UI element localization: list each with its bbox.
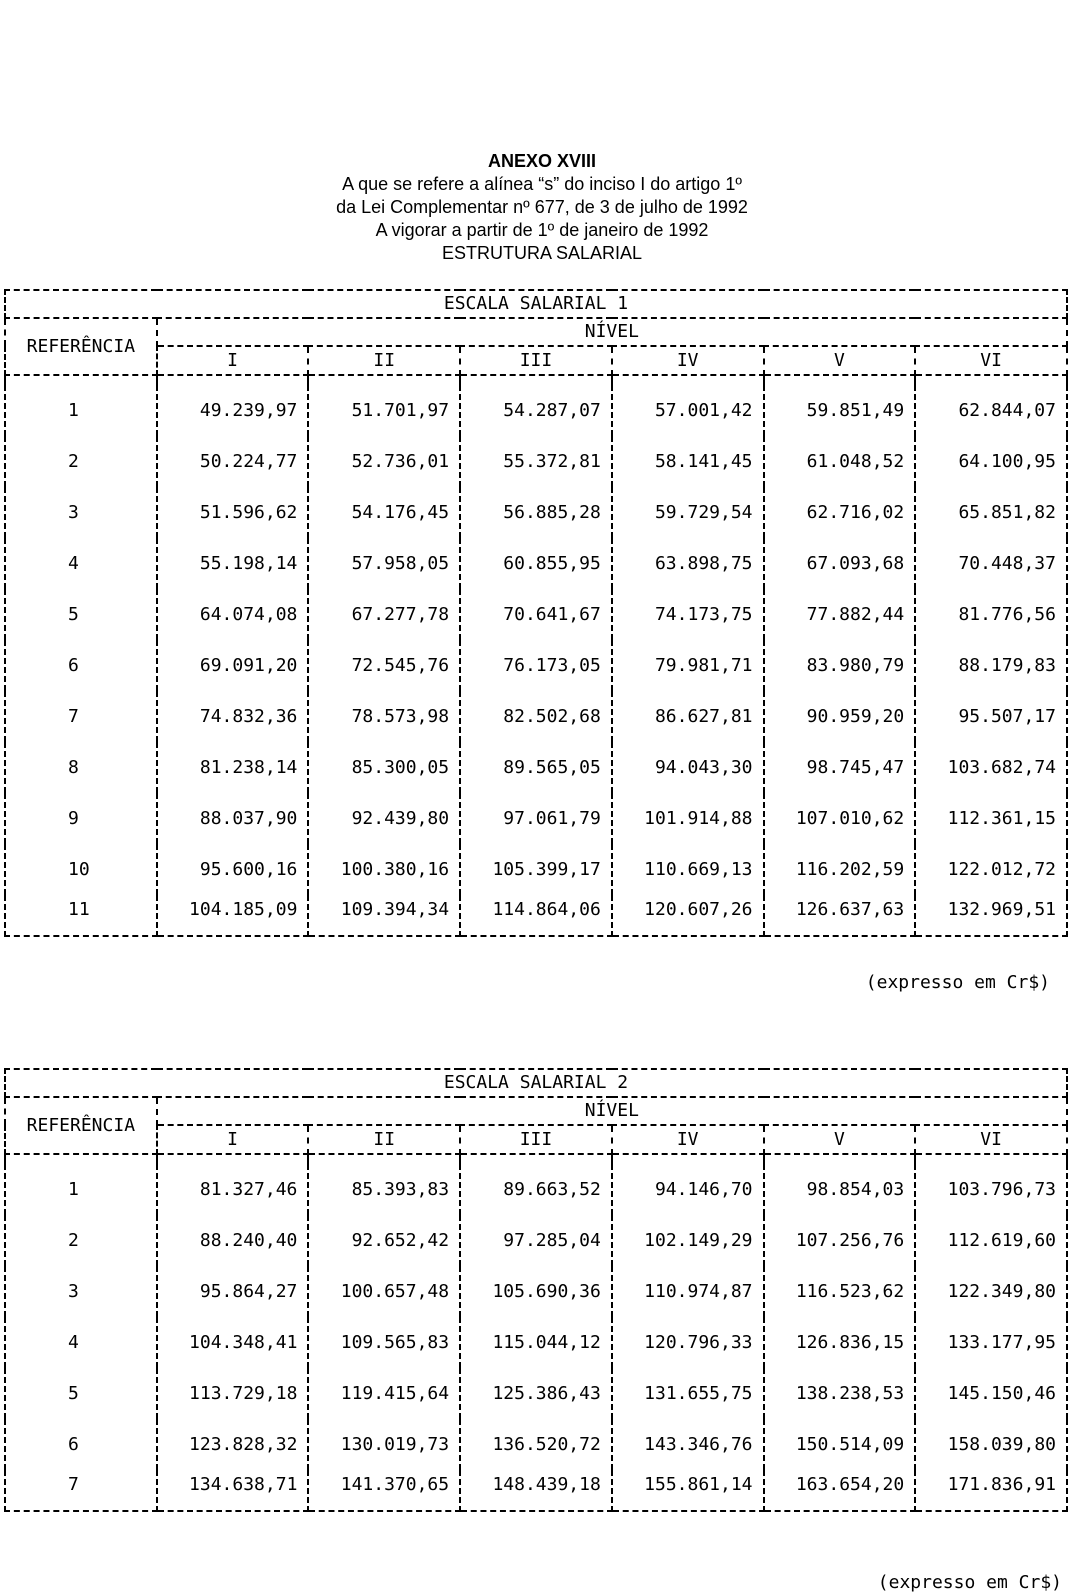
salary-value-cell: 54.287,07 <box>460 385 612 436</box>
salary-value-cell: 103.682,74 <box>915 742 1067 793</box>
salary-value-cell: 78.573,98 <box>308 691 460 742</box>
referencia-cell: 5 <box>5 589 157 640</box>
table-row <box>5 1317 1067 1368</box>
salary-value-cell: 141.370,65 <box>308 1470 460 1511</box>
salary-value-cell: 64.100,95 <box>915 436 1067 487</box>
table-row <box>5 1419 1067 1470</box>
salary-value-cell: 103.796,73 <box>915 1164 1067 1215</box>
salary-value-cell: 55.198,14 <box>157 538 309 589</box>
salary-value-cell: 88.037,90 <box>157 793 309 844</box>
salary-value-cell: 74.173,75 <box>612 589 764 640</box>
table-row <box>5 538 1067 589</box>
scale-title: ESCALA SALARIAL 1 <box>5 290 1067 318</box>
document-header <box>0 150 1084 265</box>
salary-value-cell: 109.565,83 <box>308 1317 460 1368</box>
salary-value-cell: 58.141,45 <box>612 436 764 487</box>
salary-value-cell: 59.851,49 <box>764 385 916 436</box>
referencia-cell: 3 <box>5 487 157 538</box>
referencia-cell: 1 <box>5 1164 157 1215</box>
salary-value-cell: 74.832,36 <box>157 691 309 742</box>
salary-value-cell: 132.969,51 <box>915 895 1067 936</box>
salary-value-cell: 113.729,18 <box>157 1368 309 1419</box>
salary-value-cell: 123.828,32 <box>157 1419 309 1470</box>
salary-value-cell: 133.177,95 <box>915 1317 1067 1368</box>
salary-value-cell: 112.361,15 <box>915 793 1067 844</box>
level-header: I <box>157 346 309 375</box>
referencia-cell: 2 <box>5 436 157 487</box>
salary-value-cell: 126.836,15 <box>764 1317 916 1368</box>
header-effective-date-line: A vigorar a partir de 1º de janeiro de 1992 <box>375 220 709 240</box>
table-row <box>5 1215 1067 1266</box>
level-header: III <box>460 1125 612 1154</box>
salary-value-cell: 81.776,56 <box>915 589 1067 640</box>
salary-value-cell: 50.224,77 <box>157 436 309 487</box>
referencia-cell: 7 <box>5 691 157 742</box>
salary-value-cell: 89.663,52 <box>460 1164 612 1215</box>
scale-1-body <box>5 385 1067 936</box>
table-row <box>5 793 1067 844</box>
salary-value-cell: 52.736,01 <box>308 436 460 487</box>
salary-value-cell: 100.380,16 <box>308 844 460 895</box>
salary-value-cell: 131.655,75 <box>612 1368 764 1419</box>
header-law-line: da Lei Complementar nº 677, de 3 de julho de 1992 <box>336 197 748 217</box>
salary-value-cell: 57.001,42 <box>612 385 764 436</box>
salary-value-cell: 105.690,36 <box>460 1266 612 1317</box>
annex-title: ANEXO XVIII <box>487 151 597 171</box>
salary-value-cell: 98.745,47 <box>764 742 916 793</box>
referencia-header: REFERÊNCIA <box>5 1097 157 1154</box>
salary-value-cell: 120.607,26 <box>612 895 764 936</box>
salary-value-cell: 89.565,05 <box>460 742 612 793</box>
salary-value-cell: 110.974,87 <box>612 1266 764 1317</box>
salary-value-cell: 138.238,53 <box>764 1368 916 1419</box>
salary-value-cell: 85.300,05 <box>308 742 460 793</box>
scale-title: ESCALA SALARIAL 2 <box>5 1069 1067 1097</box>
table-row <box>5 640 1067 691</box>
referencia-cell: 9 <box>5 793 157 844</box>
salary-value-cell: 136.520,72 <box>460 1419 612 1470</box>
level-header-row <box>5 1125 1067 1154</box>
salary-value-cell: 77.882,44 <box>764 589 916 640</box>
salary-value-cell: 62.844,07 <box>915 385 1067 436</box>
salary-value-cell: 55.372,81 <box>460 436 612 487</box>
salary-value-cell: 130.019,73 <box>308 1419 460 1470</box>
salary-value-cell: 104.185,09 <box>157 895 309 936</box>
referencia-cell: 3 <box>5 1266 157 1317</box>
level-header: V <box>764 1125 916 1154</box>
salary-value-cell: 76.173,05 <box>460 640 612 691</box>
salary-value-cell: 79.981,71 <box>612 640 764 691</box>
table-row <box>5 385 1067 436</box>
salary-value-cell: 107.256,76 <box>764 1215 916 1266</box>
table-row <box>5 742 1067 793</box>
salary-value-cell: 59.729,54 <box>612 487 764 538</box>
table-row <box>5 895 1067 936</box>
salary-value-cell: 86.627,81 <box>612 691 764 742</box>
salary-value-cell: 51.596,62 <box>157 487 309 538</box>
salary-value-cell: 105.399,17 <box>460 844 612 895</box>
salary-value-cell: 88.240,40 <box>157 1215 309 1266</box>
table-row <box>5 844 1067 895</box>
level-header: V <box>764 346 916 375</box>
salary-value-cell: 95.600,16 <box>157 844 309 895</box>
referencia-cell: 1 <box>5 385 157 436</box>
salary-scale-1-table <box>4 289 1068 937</box>
salary-value-cell: 90.959,20 <box>764 691 916 742</box>
salary-value-cell: 100.657,48 <box>308 1266 460 1317</box>
level-header: VI <box>915 1125 1067 1154</box>
nivel-header: NÍVEL <box>157 1097 1067 1125</box>
level-header: IV <box>612 346 764 375</box>
referencia-cell: 11 <box>5 895 157 936</box>
salary-value-cell: 51.701,97 <box>308 385 460 436</box>
salary-scale-2-table <box>4 1068 1068 1512</box>
salary-value-cell: 61.048,52 <box>764 436 916 487</box>
referencia-cell: 7 <box>5 1470 157 1511</box>
salary-value-cell: 97.061,79 <box>460 793 612 844</box>
salary-value-cell: 92.439,80 <box>308 793 460 844</box>
referencia-cell: 4 <box>5 538 157 589</box>
salary-value-cell: 81.238,14 <box>157 742 309 793</box>
salary-value-cell: 94.043,30 <box>612 742 764 793</box>
currency-note: (expresso em Cr$) <box>865 972 1050 993</box>
salary-value-cell: 95.864,27 <box>157 1266 309 1317</box>
table-row <box>5 1164 1067 1215</box>
salary-value-cell: 101.914,88 <box>612 793 764 844</box>
salary-value-cell: 72.545,76 <box>308 640 460 691</box>
salary-value-cell: 57.958,05 <box>308 538 460 589</box>
table-row <box>5 487 1067 538</box>
salary-value-cell: 148.439,18 <box>460 1470 612 1511</box>
salary-value-cell: 112.619,60 <box>915 1215 1067 1266</box>
referencia-cell: 4 <box>5 1317 157 1368</box>
currency-note: (expresso em Cr$) <box>877 1572 1062 1593</box>
table-row <box>5 1368 1067 1419</box>
level-header: II <box>308 346 460 375</box>
salary-value-cell: 107.010,62 <box>764 793 916 844</box>
level-header: I <box>157 1125 309 1154</box>
salary-value-cell: 60.855,95 <box>460 538 612 589</box>
salary-value-cell: 116.202,59 <box>764 844 916 895</box>
salary-value-cell: 62.716,02 <box>764 487 916 538</box>
salary-value-cell: 126.637,63 <box>764 895 916 936</box>
salary-value-cell: 104.348,41 <box>157 1317 309 1368</box>
table-row <box>5 436 1067 487</box>
salary-value-cell: 64.074,08 <box>157 589 309 640</box>
salary-value-cell: 81.327,46 <box>157 1164 309 1215</box>
nivel-header: NÍVEL <box>157 318 1067 346</box>
referencia-header: REFERÊNCIA <box>5 318 157 375</box>
salary-value-cell: 158.039,80 <box>915 1419 1067 1470</box>
level-header: VI <box>915 346 1067 375</box>
salary-value-cell: 49.239,97 <box>157 385 309 436</box>
salary-value-cell: 56.885,28 <box>460 487 612 538</box>
salary-value-cell: 70.448,37 <box>915 538 1067 589</box>
table-row <box>5 1266 1067 1317</box>
salary-value-cell: 171.836,91 <box>915 1470 1067 1511</box>
salary-value-cell: 114.864,06 <box>460 895 612 936</box>
salary-value-cell: 122.012,72 <box>915 844 1067 895</box>
level-header: III <box>460 346 612 375</box>
salary-value-cell: 110.669,13 <box>612 844 764 895</box>
salary-value-cell: 150.514,09 <box>764 1419 916 1470</box>
salary-value-cell: 70.641,67 <box>460 589 612 640</box>
referencia-cell: 2 <box>5 1215 157 1266</box>
salary-value-cell: 125.386,43 <box>460 1368 612 1419</box>
scale-2-body <box>5 1164 1067 1511</box>
salary-value-cell: 116.523,62 <box>764 1266 916 1317</box>
header-structure-line: ESTRUTURA SALARIAL <box>441 243 643 263</box>
salary-value-cell: 102.149,29 <box>612 1215 764 1266</box>
table-row <box>5 691 1067 742</box>
salary-value-cell: 92.652,42 <box>308 1215 460 1266</box>
salary-value-cell: 83.980,79 <box>764 640 916 691</box>
salary-value-cell: 67.093,68 <box>764 538 916 589</box>
level-header-row <box>5 346 1067 375</box>
salary-value-cell: 143.346,76 <box>612 1419 764 1470</box>
salary-value-cell: 82.502,68 <box>460 691 612 742</box>
salary-value-cell: 98.854,03 <box>764 1164 916 1215</box>
level-header: II <box>308 1125 460 1154</box>
salary-value-cell: 97.285,04 <box>460 1215 612 1266</box>
salary-value-cell: 67.277,78 <box>308 589 460 640</box>
referencia-cell: 5 <box>5 1368 157 1419</box>
salary-value-cell: 163.654,20 <box>764 1470 916 1511</box>
salary-value-cell: 88.179,83 <box>915 640 1067 691</box>
header-reference-line: A que se refere a alínea “s” do inciso I do artigo 1º <box>342 174 742 194</box>
referencia-cell: 6 <box>5 1419 157 1470</box>
table-row <box>5 1470 1067 1511</box>
salary-value-cell: 94.146,70 <box>612 1164 764 1215</box>
salary-value-cell: 54.176,45 <box>308 487 460 538</box>
salary-value-cell: 122.349,80 <box>915 1266 1067 1317</box>
referencia-cell: 10 <box>5 844 157 895</box>
salary-value-cell: 63.898,75 <box>612 538 764 589</box>
referencia-cell: 6 <box>5 640 157 691</box>
table-row <box>5 589 1067 640</box>
salary-value-cell: 109.394,34 <box>308 895 460 936</box>
referencia-cell: 8 <box>5 742 157 793</box>
salary-value-cell: 115.044,12 <box>460 1317 612 1368</box>
salary-value-cell: 120.796,33 <box>612 1317 764 1368</box>
salary-value-cell: 134.638,71 <box>157 1470 309 1511</box>
level-header: IV <box>612 1125 764 1154</box>
salary-value-cell: 85.393,83 <box>308 1164 460 1215</box>
salary-value-cell: 69.091,20 <box>157 640 309 691</box>
salary-value-cell: 145.150,46 <box>915 1368 1067 1419</box>
salary-value-cell: 119.415,64 <box>308 1368 460 1419</box>
salary-value-cell: 65.851,82 <box>915 487 1067 538</box>
salary-value-cell: 155.861,14 <box>612 1470 764 1511</box>
salary-value-cell: 95.507,17 <box>915 691 1067 742</box>
